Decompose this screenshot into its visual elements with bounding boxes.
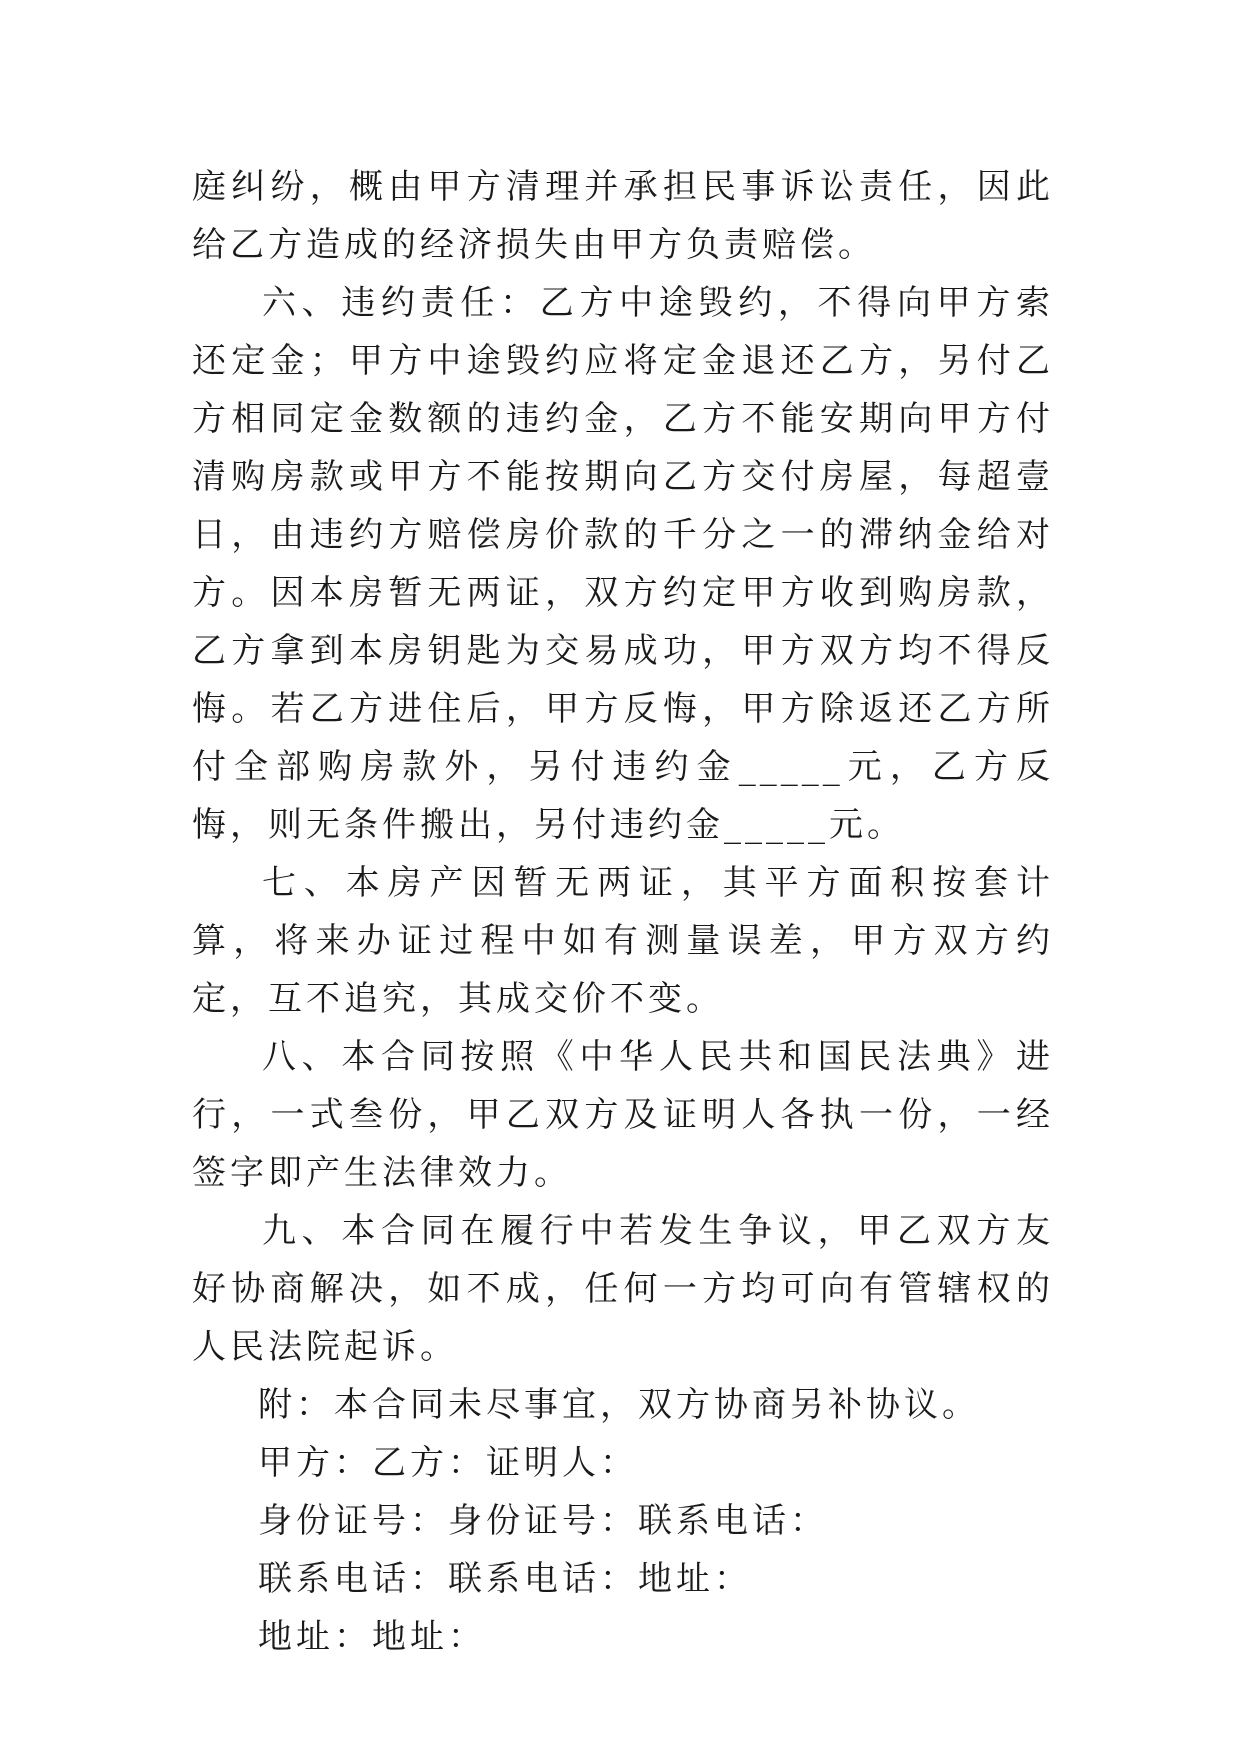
clause-7-area-measurement: 七、本房产因暂无两证，其平方面积按套计算，将来办证过程中如有测量误差，甲方双方约定，互不追究，其成交价不变。 (192, 863, 1054, 1019)
phone-line: 联系电话：联系电话：地址： (258, 1559, 752, 1599)
document-page (192, 158, 1054, 1666)
clause-9-dispute-resolution: 九、本合同在履行中若发生争议，甲乙双方友好协商解决，如不成，任何一方均可向有管辖权的人民法院起诉。 (192, 1211, 1054, 1367)
id-number-line: 身份证号：身份证号：联系电话： (258, 1501, 828, 1541)
clause-5-continuation: 庭纠纷，概由甲方清理并承担民事诉讼责任，因此给乙方造成的经济损失由甲方负责赔偿。 (192, 167, 1054, 265)
appendix-note: 附：本合同未尽事宜，双方协商另补协议。 (258, 1385, 980, 1425)
clause-6-breach-liability: 六、违约责任：乙方中途毁约，不得向甲方索还定金；甲方中途毁约应将定金退还乙方，另付乙方相同定金数额的违约金，乙方不能安期向甲方付清购房款或甲方不能按期向乙方交付房屋，每超壹日，由违约方赔偿房价款的千分之一的滞纳金给对方。因本房暂无两证，双方约定甲方收到购房款，乙方拿到本房钥匙为交易成功，甲方双方均不得反悔。若乙方进住后，甲方反悔，甲方除返还乙方所付全部购房款外，另付违约金_____元，乙方反悔，则无条件搬出，另付违约金_____元。 (192, 283, 1054, 845)
clause-8-legal-basis: 八、本合同按照《中华人民共和国民法典》进行，一式叁份，甲乙双方及证明人各执一份，一经签字即产生法律效力。 (192, 1037, 1054, 1193)
address-line: 地址：地址： (258, 1617, 486, 1657)
signature-parties-line: 甲方：乙方：证明人： (258, 1443, 638, 1483)
